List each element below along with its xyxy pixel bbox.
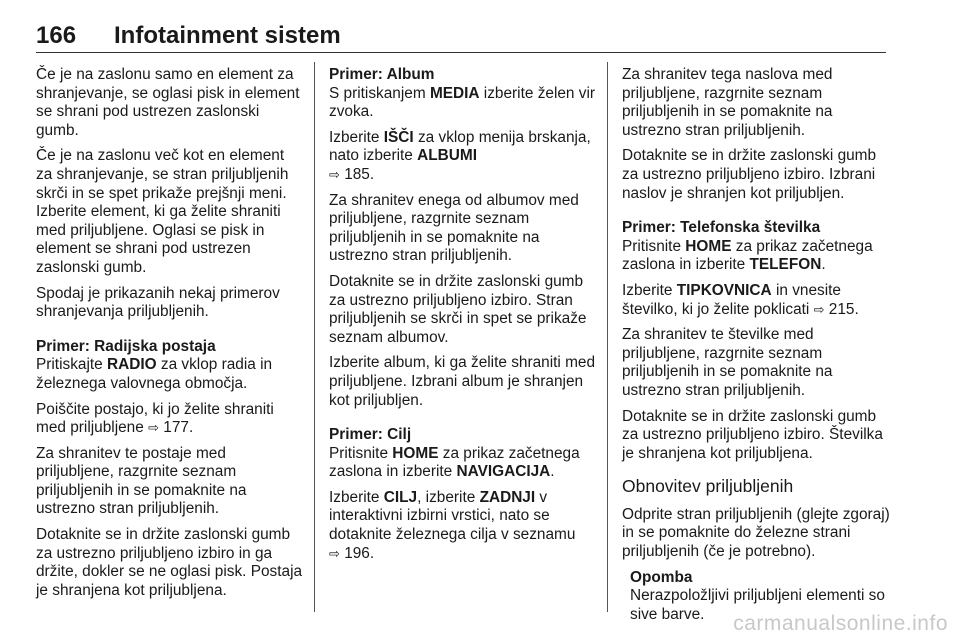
paragraph: Izberite IŠČI za vklop menija brskanja, nato izberite ALBUMI ⇨ 185. <box>329 128 591 183</box>
paragraph: Spodaj je prikazanih nekaj primerov shranjevanja priljubljenih. <box>36 284 280 321</box>
paragraph: Dotaknite se in držite zaslonski gumb za ustrezno priljubljeno izbiro in ga držite, dokler se ne oglasi pisk. Postaja je shranjena kot priljubljena. <box>36 526 303 599</box>
section-heading: Obnovitev priljubljenih <box>622 476 794 497</box>
paragraph: Dotaknite se in držite zaslonski gumb za ustrezno priljubljeno izbiro. Izbrani naslov je shranjen kot priljubljen. <box>622 147 877 202</box>
keyword-albumi: ALBUMI <box>417 147 477 165</box>
keyword-zadnji: ZADNJI <box>479 488 536 506</box>
subheading-album: Primer: Album <box>329 66 435 83</box>
subheading-telefon: Primer: Telefonska številka <box>622 219 821 237</box>
paragraph: Pritisnite HOME za prikaz začetnega zaslona in izberite NAVIGACIJA. <box>329 444 580 481</box>
page-title: Infotainment sistem <box>114 22 341 49</box>
page-ref: 177. <box>163 419 194 437</box>
column-2 <box>329 66 597 570</box>
page-ref: 196. <box>344 544 375 562</box>
page-number: 166 <box>36 22 77 49</box>
paragraph: Za shranitev enega od albumov med priljubljene, razgrnite seznam priljubljenih in se pomaknite na ustrezno stran priljubljenih. <box>329 191 579 265</box>
paragraph: Dotaknite se in držite zaslonski gumb za ustrezno priljubljeno izbiro. Stran priljubljenih se skrči in spet se prikaže seznam albumov. <box>329 272 587 346</box>
column-1 <box>36 66 304 607</box>
keyword-home: HOME <box>685 237 732 255</box>
paragraph: Odprite stran priljubljenih (glejte zgoraj) in se pomaknite do železne strani priljubljenih (če je potrebno). <box>622 505 890 561</box>
paragraph: Če je na zaslonu samo en element za shranjevanje, se oglasi pisk in element se shrani pod ustrezen zaslonski gumb. <box>36 66 300 139</box>
keyword-cilj: CILJ <box>383 488 418 506</box>
paragraph: Za shranitev te številke med priljubljene, razgrnite seznam priljubljenih in se pomaknite na ustrezno stran priljubljenih. <box>622 326 833 399</box>
paragraph: Dotaknite se in držite zaslonski gumb za ustrezno priljubljeno izbiro. Številka je shranjena kot priljubljena. <box>622 407 883 462</box>
paragraph: Pritiskajte RADIO za vklop radia in železnega valovnega območja. <box>36 356 273 392</box>
paragraph: Izberite TIPKOVNICA in vnesite številko, ki jo želite poklicati ⇨ 215. <box>622 281 859 318</box>
paragraph: Če je na zaslonu več kot en element za shranjevanje, se stran priljubljenih skrči in se spet prikaže prejšnji meni. Izberite element, ki ga želite shraniti med priljubljene. Oglasi se pisk in element se shrani pod ustrezen zaslonski gumb. <box>36 147 289 276</box>
column-3 <box>622 66 892 631</box>
keyword-radio: RADIO <box>107 356 157 374</box>
watermark: carmanualsonline.info <box>733 612 948 635</box>
paragraph: Pritisnite HOME za prikaz začetnega zaslona in izberite TELEFON. <box>622 237 873 274</box>
keyword-tipkovnica: TIPKOVNICA <box>676 281 772 299</box>
paragraph: S pritiskanjem MEDIA izberite želen vir zvoka. <box>329 84 596 121</box>
paragraph: Izberite album, ki ga želite shraniti med priljubljene. Izbrani album je shranjen kot priljubljen. <box>329 354 596 409</box>
subheading-radio: Primer: Radijska postaja <box>36 337 216 355</box>
note-title: Opomba <box>630 568 693 586</box>
keyword-telefon: TELEFON <box>749 256 822 274</box>
note-text: Nerazpoložljivi priljubljeni elementi so sive barve. <box>630 587 885 623</box>
paragraph: Za shranitev tega naslova med priljubljene, razgrnite seznam priljubljenih in se pomaknite na ustrezno stran priljubljenih. <box>622 66 833 139</box>
paragraph: Poiščite postajo, ki jo želite shraniti med priljubljene ⇨ 177. <box>36 400 274 437</box>
page-header <box>36 22 886 53</box>
keyword-isci: IŠČI <box>383 128 414 146</box>
column-divider <box>314 62 315 612</box>
page-ref: 185. <box>344 165 375 183</box>
page-ref-icon: ⇨ <box>329 545 340 561</box>
page-ref: 215. <box>828 300 859 318</box>
paragraph: Izberite CILJ, izberite ZADNJI v interaktivni izbirni vrstici, nato se dotaknite železnega cilja v seznamu ⇨ 196. <box>329 488 576 562</box>
keyword-home: HOME <box>392 444 439 462</box>
keyword-media: MEDIA <box>429 84 480 102</box>
subheading-cilj: Primer: Cilj <box>329 426 412 444</box>
page-ref-icon: ⇨ <box>148 420 159 436</box>
column-divider <box>607 62 608 612</box>
keyword-navigacija: NAVIGACIJA <box>456 463 551 481</box>
paragraph: Za shranitev te postaje med priljubljene, razgrnite seznam priljubljenih in se pomaknite na ustrezno stran priljubljenih. <box>36 444 247 518</box>
page-ref-icon: ⇨ <box>813 301 825 317</box>
page-ref-icon: ⇨ <box>329 166 340 182</box>
